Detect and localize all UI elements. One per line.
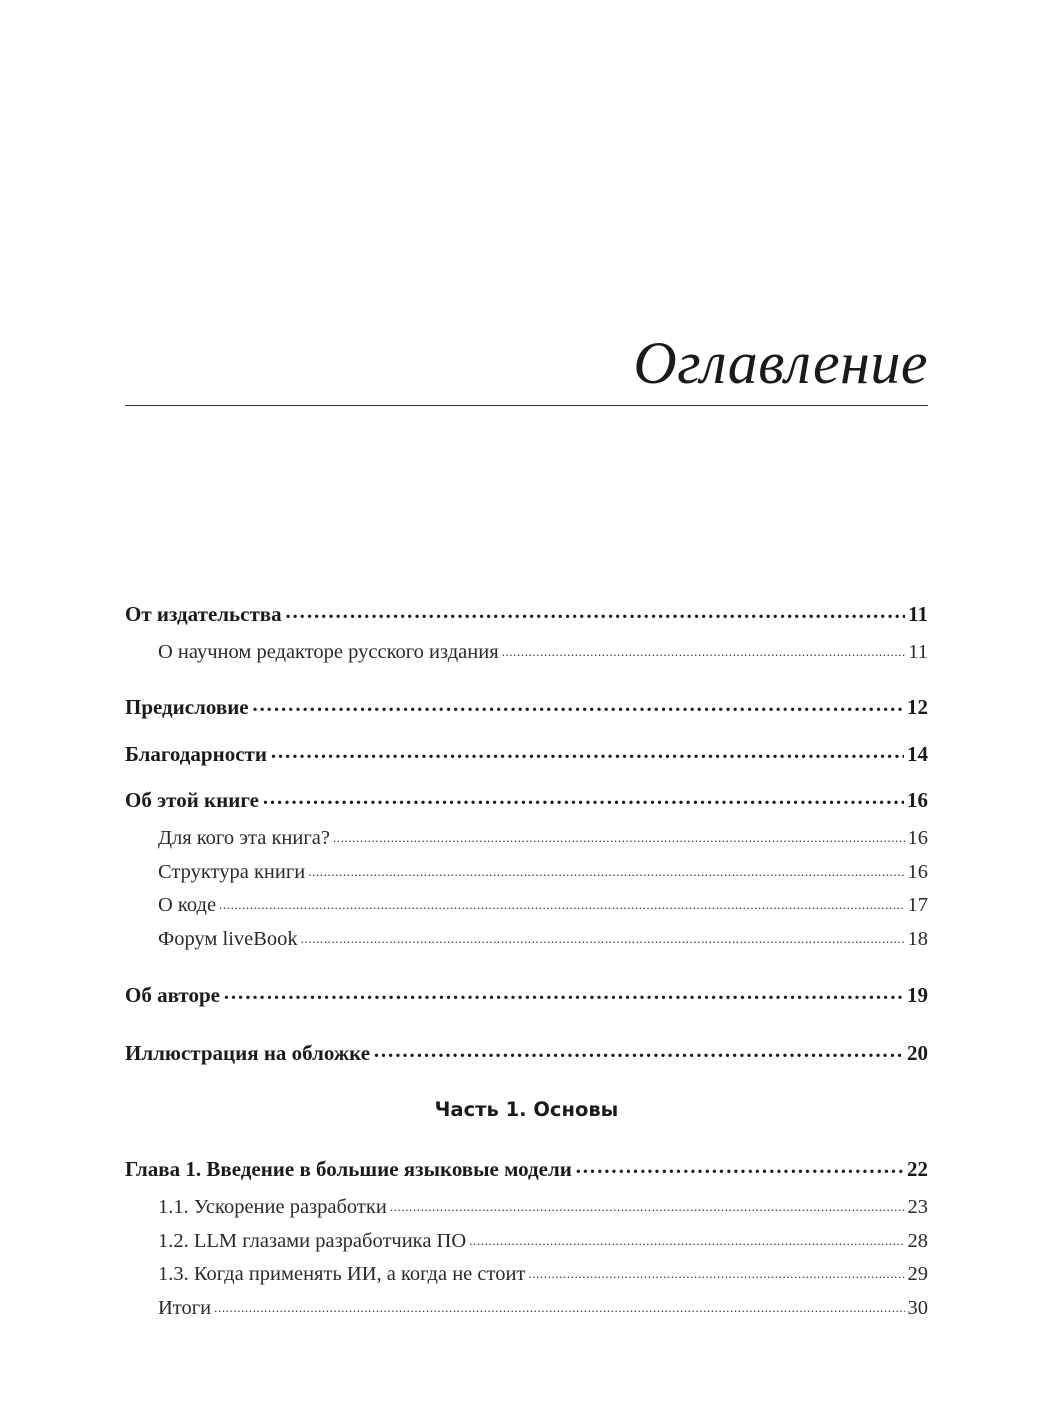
toc-entry-page: 14 [907,742,928,766]
toc-chapter-entry[interactable] [125,1155,928,1182]
toc-entry[interactable] [125,600,928,627]
toc-leader-dots [528,1259,904,1280]
toc-leader-dots [262,786,904,807]
toc-entry-label: Благодарности [125,742,267,766]
toc-entry[interactable] [125,1039,928,1066]
toc-entry-label: 1.3. Когда применять ИИ, а когда не стоит [158,1262,526,1285]
toc-entry-page: 11 [908,640,928,663]
toc-entry-label: Для кого эта книга? [158,826,330,849]
toc-entry-page: 19 [907,983,928,1007]
toc-entry-label: От издательства [125,602,282,626]
toc-entry-page: 22 [907,1157,928,1181]
toc-leader-dots [252,693,904,714]
toc-leader-dots [214,1293,904,1314]
toc-leader-dots [308,857,904,878]
toc-entry-page: 16 [907,826,928,849]
toc-leader-dots [390,1192,905,1213]
toc-leader-dots [469,1226,904,1247]
toc-subentry[interactable] [125,1226,928,1253]
toc-entry-label: Об этой книге [125,788,259,812]
toc-subentry[interactable] [125,1192,928,1219]
title-divider [125,405,928,406]
toc-subentry[interactable] [125,857,928,884]
toc-subentry[interactable] [125,890,928,917]
toc-entry-label: Итоги [158,1296,212,1319]
toc-entry-page: 20 [907,1041,928,1065]
toc-entry-label: Глава 1. Введение в большие языковые модели [125,1157,572,1181]
toc-subentry[interactable] [125,637,928,664]
toc-leader-dots [270,740,904,761]
toc-entry[interactable] [125,693,928,720]
toc-leader-dots [219,890,904,911]
toc-entry-page: 17 [907,893,928,916]
toc-leader-dots [502,637,906,658]
toc-entry-page: 12 [907,695,928,719]
toc-leader-dots [373,1039,904,1060]
toc-subentry[interactable] [125,823,928,850]
toc-entry-page: 23 [907,1195,928,1218]
toc-entry-page: 28 [907,1229,928,1252]
toc-entry-label: Форум liveBook [158,927,298,950]
toc-entry-page: 29 [907,1262,928,1285]
toc-entry[interactable] [125,981,928,1008]
toc-entry-page: 11 [908,602,928,626]
toc-entry-page: 30 [907,1296,928,1319]
toc-entry-label: Структура книги [158,860,306,883]
toc-entry-label: Иллюстрация на обложке [125,1041,371,1065]
toc-leader-dots [575,1155,904,1176]
toc-entry-label: Об авторе [125,983,220,1007]
toc-leader-dots [333,823,905,844]
toc-entry-page: 16 [907,788,928,812]
toc-entry-label: 1.1. Ускорение разработки [158,1195,387,1218]
toc-subentry[interactable] [125,1259,928,1286]
toc-entry-label: О научном редакторе русского издания [158,640,499,663]
toc-entry-page: 16 [907,860,928,883]
toc-entry-label: 1.2. LLM глазами разработчика ПО [158,1229,467,1252]
toc-subentry[interactable] [125,924,928,951]
toc-leader-dots [301,924,905,945]
toc-entry[interactable] [125,786,928,813]
toc-leader-dots [223,981,904,1002]
page-title: Оглавление [633,330,928,396]
toc-entry-label: О коде [158,893,217,916]
toc-subentry[interactable] [125,1293,928,1320]
toc-leader-dots [285,600,906,621]
toc-entry[interactable] [125,740,928,767]
part-heading: Часть 1. Основы [434,1098,619,1121]
toc-entry-label: Предисловие [125,695,249,719]
toc-entry-page: 18 [907,927,928,950]
